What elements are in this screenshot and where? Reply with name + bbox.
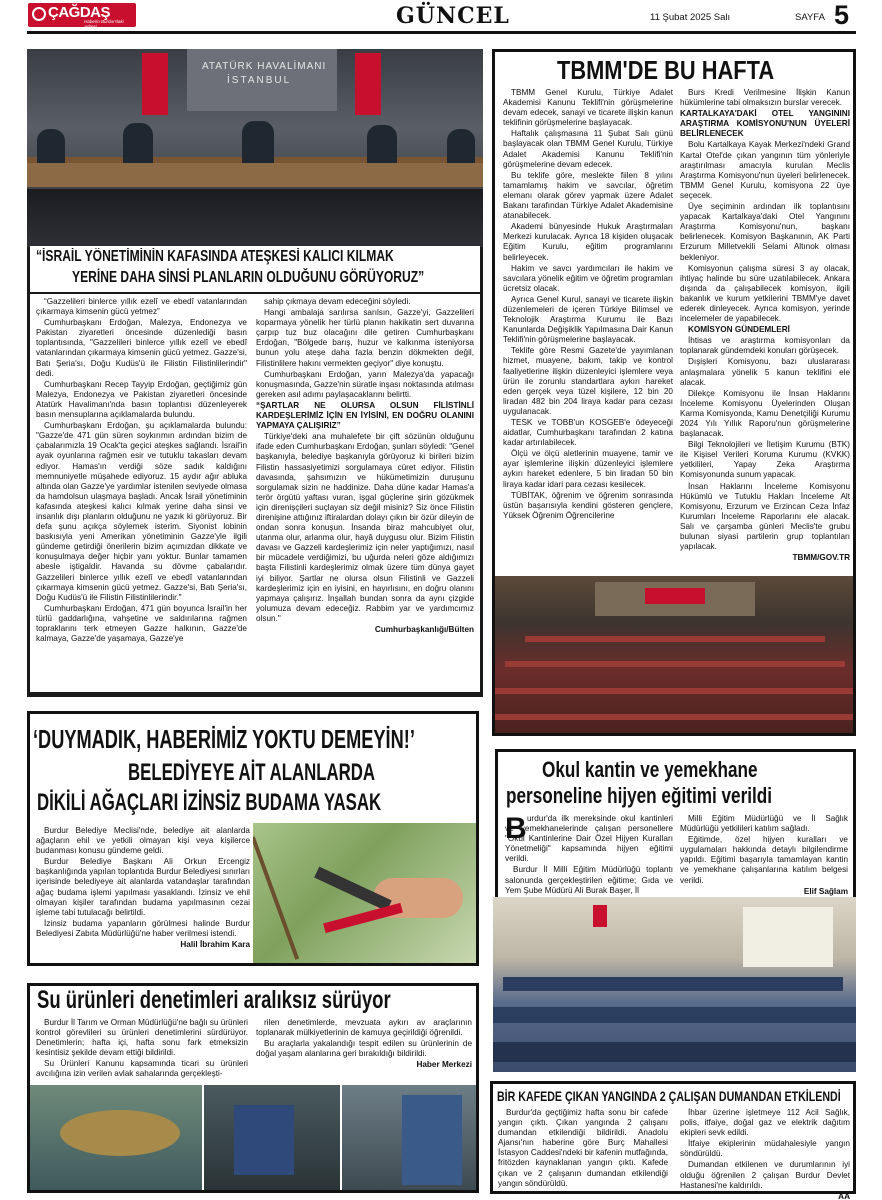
su-credit: Haber Merkezi (416, 1060, 472, 1070)
paragraph: Cumhurbaşkanı Erdoğan, şu açıklamalarda bulundu: "Gazze'de 471 gün süren soykırımın ardından bizim de çabalarımızla 19 Ocak'ta geçici ateşkes sağlandı. İsrail'in ayak oyunlarına rağmen esir ve tutuklu takasları devam ediyor. Hamas'ın verdiği söze sadık kaldığını memnuniyetle müşahede ediyoruz. 15 aydır ağır abluka altında olan Gazze'ye yardımlar istenilen seviyede olmasa da hamdolsun ulaşmaya başladı. Ancak İsrail yönetiminin kafasında ateşkesi kalıcı kılmak yerine daha sinsi ve insanlık dışı planların olduğunu ne yazık ki görüyoruz. Bir defa şunu açıkça söylemek isterim. Siyonist lobinin baskısıyla yeni Amerikan yönetiminin Gazze'yle ilgili gündeme getirdiği önerilerin bizim açımızdan dikkate ve konuşulmaya değer hiçbir yanı yoktur. Bunlar tamamen abesle iştigaldir. Havanda su dövme çabalarıdır. Gazzelileri binlerce yıllık ezelî ve ebedî vatanlarından çıkarmaya kimsenin gücü yetmez. Gazze'si, Batı Şeria'sı, Doğu Kudüs'ü ile Filistin Filistinlilerindir." (36, 421, 247, 602)
paragraph: Bilgi Teknolojileri ve İletişim Kurumu (BTK) ile Kişisel Verileri Koruma Kurumu (KVKK) yetkilileri, Yapay Zeka Araştırma Komisyonunda sunum yapacak. (680, 440, 850, 480)
paragraph: Türkiye'deki ana muhalefete bir çift sözünün olduğunu ifade eden Cumhurbaşkanı Erdoğan, şunları söyledi: "Genel başkanıyla, belediye başkanıyla görüyoruz ki birileri bizim Filistin hassasiyetimizi sorgulamaya cüret ediyor. Filistin davasında, şahsımızın ve hükümetimizin duruşunu sorgulamak sizin ne haddinize. Daha düne kadar Hamas'a terör örgütü yaftası vuran, işgal güçlerine şirin gözükmek için direnişçileri suçlayan siz değil misiniz? Siz önce Filistin direnişine attığınız iftiralardan dolayı çıkın bir özür dileyin de ondan sonra konuşun. İnsanda biraz mahcubiyet olur, utanma olur, arlanma olur, hayâ duygusu olur. Bizim Filistin davası ve Gazzeli kardeşlerimiz için neler yaptığımızı, nasıl bir mücadele verdiğimizi, bu uğurda neleri göze aldığımızı başta Filistinli kardeşlerimiz olmak üzere tüm dünya gayet iyi biliyor. Şartlar ne olursa olsun Filistinli ve Gazzeli kardeşlerimiz için en iyisini, en hayırlısını, en doğru olanını yapmaya çalışırız. İnşallah bundan sonra da aynı çizgide yolumuza devam edeceğiz. Rabbim yar ve yardımcımız olsun." (256, 432, 474, 623)
page-number: 5 (834, 0, 850, 30)
kantin-dropcap: B (505, 812, 527, 845)
tbmm-subhead-1: KARTALKAYA'DAKİ OTEL YANGININI ARAŞTIRMA KOMİSYONU'NUN ÜYELERİ BELİRLENECEK (680, 109, 850, 139)
su-headline: Su ürünleri denetimleri aralıksız sürüyor (37, 986, 391, 1014)
paragraph: İnsan Haklarını İnceleme Komisyonu Hükümlü ve Tutuklu Hakları İnceleme Alt Komisyonu, Erzurum ve Erzincan Ceza İnfaz Kurumları İnceleme Raporlarını ele alacak. Salı ve çarşamba günleri Meclis'te grubu bulunan siyasi partilerin grup toplantıları yapılacak. (680, 481, 850, 552)
paragraph: TÜBİTAK, öğrenim ve öğrenim sonrasında üstün başarısıyla kendini gösteren gençlere, Yüksek Öğrenim Öğrencilerine (503, 490, 673, 520)
inspection-photo-1 (204, 1085, 340, 1190)
paragraph: Burdur İl Tarım ve Orman Müdürlüğü'ne bağlı su ürünleri kontrol görevlileri su ürünleri denetimlerini sürdürüyor. Denetimlerin; hafta içi, hafta sonu fark etmeksizin kesintisiz şekilde devam ettiği bildirildi. (36, 1018, 248, 1058)
paragraph: Hakim ve savcı yardımcıları ile hakim ve savcılara yönelik eğitim ve öğretim programları ücretsiz olacak. (503, 263, 673, 293)
fish-photo (30, 1085, 202, 1190)
paragraph: Burdur Belediye Meclisi'nde, belediye ait alanlarda ağaçların ehil ve yetkili olmayan kişi veya kişilerce budanması konusu gündeme geldi. (36, 826, 250, 856)
paragraph: urdur'da ilk mereksinde okul kantinleri ve yemekhanelerinde çalışan personellere "Okul Kantinlerine Dair Özel Hijyen Kuralları Yönetmeliği" kapsamında hijyen eğitimi verildi. (505, 814, 673, 864)
kantin-headline-line-2: personeline hijyen eğitimi verildi (506, 783, 773, 808)
paragraph: Hangi ambalaja sarılırsa sarılsın, Gazze'yi, Gazzelileri koparmaya yönelik her türlü planın hakikatin sert duvarına çarpıp tuz buz olacağını dile getiren Cumhurbaşkanı Erdoğan, "Bölgede barış, huzur ve kalkınma isteniyorsa bunun yolu ateşe daha fazla benzin dökmekten değil, Filistinlilere hakını vermekten geçiyor" diye konuştu. (256, 308, 474, 368)
header-rule (27, 31, 856, 34)
paragraph: Akademi bünyesinde Hukuk Araştırmaları Merkezi kurulacak. Ayrıca 18 kişiden oluşacak Eğitim Kurulu, eğitim programlarını belirleyecek. (503, 222, 673, 262)
paragraph: “Gazzelileri binlerce yıllık ezelî ve ebedî vatanlarından çıkarmaya kimsenin gücü yetmez” (36, 297, 247, 317)
erdogan-column-1 (36, 297, 247, 645)
paragraph: Üye seçiminin ardından ilk toplantısını yapacak Kartalkaya'daki Otel Yangınını Araştırma Komisyonu'nun, başkanı belirlenecek. Komisyon Başkanının, AK Parti Erzurum Milletvekili Selami Altınok olması bekleniyor. (680, 202, 850, 262)
budama-credit: Halil İbrahim Kara (180, 940, 250, 950)
photo-sign-line-1: ATATÜRK HAVALİMANI (202, 61, 327, 72)
section-title: GÜNCEL (396, 3, 510, 29)
paragraph: Cumhurbaşkanı Erdoğan, 471 gün boyunca İsrail'in her türlü gaddarlığına, vahşetine ve saldırılarına rağmen topraklarını terk etmeyen Gazze halkının, Gazze'de kalmaya, Gazze'de yaşamaya, Gazze'ye (36, 603, 247, 644)
kantin-credit: Elif Sağlam (803, 886, 848, 896)
tbmm-subhead-2: KOMİSYON GÜNDEMLERİ (688, 325, 790, 335)
kafe-column-2 (680, 1108, 850, 1200)
paragraph: İhtisas ve araştırma komisyonları da toplanarak gündemdeki konuları görüşecek. (680, 336, 850, 356)
paragraph: Burdur'da geçtiğimiz hafta sonu bir cafede yangın çıktı. Çıkan yangında 2 çalışanı dumandan etkilendiği bildirildi. Anadolu Ajansı'nın haberine göre Burç Mahallesi İstasyon Caddesi'ndeki bir kafenin mutfağında, fritözden kaynaklanan yangın çıktı. Kafede çıkan ve 2 çalışanın dumandan etkilendiği yangın söndürüldü. (498, 1108, 668, 1188)
erdogan-column-2 (256, 297, 474, 636)
paragraph: Cumhurbaşkanı Erdoğan, Malezya, Endonezya ve Pakistan ziyaretleri öncesinde düzenlediği basın toplantısında, "Gazzelileri binlerce yıllık ezelî ve ebedî vatanlarından çıkarmaya kimsenin gücü yetmez. Gazze'si, Batı Şeria'sı, Doğu Kudüs'ü ile Filistin Filistinlilerindir" dedi. (36, 318, 247, 378)
budama-headline-line-3: DİKİLİ AĞAÇLARI İZİNSİZ BUDAMA YASAK (37, 789, 382, 816)
kafe-column-1 (498, 1108, 668, 1190)
paragraph: Cumhurbaşkanı Erdoğan, yarın Malezya'da yapacağı konuşmasında, Gazze'nin süratle inşası noktasında atılması gereken asıl adımı paylaşacaklarını belirtti. (256, 369, 474, 399)
budama-headline-line-2: BELEDİYEYE AİT ALANLARDA (128, 759, 376, 786)
page-label: SAYFA (795, 12, 825, 23)
issue-date: 11 Şubat 2025 Salı (650, 12, 731, 23)
turkish-flag-right (355, 53, 381, 115)
kantin-column-2 (680, 814, 848, 898)
masthead-logo (28, 3, 136, 27)
paragraph: sahip çıkmaya devam edeceğini söyledi. (264, 297, 411, 306)
paragraph: Dilekçe Komisyonu ile İnsan Haklarını İnceleme Komisyonu Üyelerinden Oluşan Karma Komisyonda, Kamu Denetçiliği Kurumu 2024 Yılı Yıllık Raporu'nun görüşmelerine başlanacak. (680, 388, 850, 439)
paragraph: Su Ürünleri Kanunu kapsamında ticari su ürünleri avcılığına izin verilen avlak sahalarında gerçekleşti- (36, 1059, 248, 1079)
kafe-credit: AA (838, 1191, 850, 1200)
hygiene-training-photo (493, 897, 856, 1072)
tbmm-title: TBMM'DE BU HAFTA (557, 55, 775, 85)
turkish-flag-left (142, 53, 168, 115)
logo-tagline: Haberin Burdur'daki Adresi (84, 19, 124, 29)
tbmm-column-2 (680, 88, 850, 564)
paragraph: Cumhurbaşkanı Recep Tayyip Erdoğan, geçtiğimiz gün Malezya, Endonezya ve Pakistan ziyaretleri öncesinde Atatürk Havalimanı'nda basın toplantısı düzenleyerek basın mensuplarına açıklamalarda bulundu. (36, 379, 247, 420)
photo-sign-line-2: İSTANBUL (227, 75, 292, 86)
kafe-headline: BİR KAFEDE ÇIKAN YANGINDA 2 ÇALIŞAN DUMANDAN ETKİLENDİ (497, 1088, 841, 1104)
paragraph: Burdur İl Milli Eğitim Müdürlüğü toplantı salonunda gerçekleştirilen eğitime; Gıda ve Yem Şube Müdürü Ali Burak Başer, İl (505, 865, 673, 895)
paragraph: Komisyonun çalışma süresi 3 ay olacak, ihtiyaç halinde bu süre uzatılabilecek. Ankara dışında da çalışabilecek komisyon, ilgili bakanlık ve kurum yetkilerini TBMM'ye davet ederek dinleyecek. Ayrıca komisyon, yerinde incelemeler de yapabilecek. (680, 263, 850, 324)
tbmm-credit: TBMM/GOV.TR (792, 553, 850, 563)
paragraph: Bolu Kartalkaya Kayak Merkezi'ndeki Grand Kartal Otel'de çıkan yangının tüm yönleriyle araştırılması amacıyla kurulan Meclis Araştırma Komisyonu'nun üyeleri belirlenecek. TBMM Genel Kurulu, komisyona 22 üye seçecek. (680, 140, 850, 200)
pruning-shears-photo (253, 823, 476, 963)
paragraph: İzinsiz budama yapanların görülmesi halinde Burdur Belediyesi Zabıta Müdürlüğü'ne haber verilmesi istendi. (36, 918, 250, 938)
paragraph: Ölçü ve ölçü aletlerinin muayene, tamir ve ayar işlemlerine ilişkin düzenleyici işlemlere aykırı hareket edenlere, 5 bin liradan 50 bin liraya kadar idari para cezası kesilecek. (503, 449, 673, 489)
tbmm-column-1 (503, 88, 673, 522)
paragraph: rilen denetimlerde, mevzuata aykırı av araçlarının toplanarak mülkiyetlerinin de kamuya geçirildiği öğrenildi. (256, 1018, 472, 1038)
paragraph: TBMM Genel Kurulu, Türkiye Adalet Akademisi Kanunu Teklifi'nin görüşmelerine devam edecek, sanayi ve ticarete ilişkin kanun teklifinin görüşmelerine başlayacak. (503, 88, 673, 128)
paragraph: Dumandan etkilenen ve durumlarının iyi olduğu öğrenilen 2 çalışan Burdur Devlet Hastanesi'ne kaldırıldı. (680, 1160, 850, 1190)
paragraph: Burdur Belediye Başkanı Ali Orkun Ercengiz başkanlığında yapılan toplantıda Burdur Belediyesi sınırları içerisinde belediyeye ait alanlarda vatandaşlar tarafından ağaç budama işlemi yapılması yasaklandı. İzinsiz ve ehil olmayan kişiler tarafından budama yapılmasının cezai işleme tabi tutulacağı belirtildi. (36, 857, 250, 917)
paragraph: Bu araçlarla yakalandığı tespit edilen su ürünlerinin de doğal yaşam alanlarına geri bırakıldığı bildirildi. (256, 1039, 472, 1059)
budama-body (36, 826, 250, 951)
paragraph: Ayrıca Genel Kurul, sanayi ve ticarete ilişkin düzenlemeleri de içeren Türkiye Bilimsel ve Teknolojik Araştırma Kurumu ile Bazı Kanunlarda Değişiklik Yapılmasına Dair Kanun Teklifi'nin görüşmelerine başlayacak. (503, 294, 673, 345)
budama-headline-line-1: ‘DUYMADIK, HABERİMİZ YOKTU DEMEYİN!’ (33, 724, 415, 754)
su-column-2 (256, 1018, 472, 1071)
inspection-photo-2 (342, 1085, 476, 1190)
paragraph: Dışişleri Komisyonu, bazı uluslararası anlaşmalara yönelik 5 kanun teklifini ele alacak. (680, 357, 850, 387)
paragraph: Teklife göre Resmi Gazete'de yayımlanan hizmet, muayene, bakım, takip ve kontrol faaliyetlerine ilişkin düzenleyici işlemlere veya ürün ile zorunlu standartlara aykırı hareket eden gerçek veya tüzel kişilere, 12 bin 20 liradan 482 bin 204 liraya kadar para cezası uygulanacak. (503, 346, 673, 416)
erdogan-subhead: “ŞARTLAR NE OLURSA OLSUN FİLİSTİNLİ KARDEŞLERİMİZ İÇİN EN İYİSİNİ, EN DOĞRU OLANINI YAPMAYA ÇALIŞIRIZ” (256, 400, 474, 431)
erdogan-headline-band (30, 246, 480, 292)
erdogan-press-photo (27, 49, 483, 247)
erdogan-headline-line-1: “İSRAİL YÖNETİMİNİN KAFASINDA ATEŞKESİ KALICI KILMAK (36, 248, 394, 265)
paragraph: İhbar üzerine işletmeye 112 Acil Sağlık, polis, itfaiye, doğal gaz ve elektrik dağıtım ekipleri sevk edildi. (680, 1108, 850, 1138)
tbmm-assembly-photo (495, 576, 853, 733)
logo-name: ÇAĞDAŞ (48, 4, 111, 21)
su-column-1 (36, 1018, 248, 1081)
erdogan-credit: Cumhurbaşkanlığı/Bülten (374, 625, 474, 634)
paragraph: Burs Kredi Verilmesine İlişkin Kanun hükümlerine tabi olmaksızın burslar verecek. (680, 88, 850, 108)
paragraph: Haftalık çalışmasına 11 Şubat Salı günü başlayacak olan TBMM Genel Kurulu, Türkiye Adalet Akademisi Kanunu Teklifi'nin görüşmelerine devam edecek. (503, 129, 673, 169)
paragraph: Milli Eğitim Müdürlüğü ve İl Sağlık Müdürlüğü yetkilileri katılım sağladı. (680, 814, 848, 834)
kantin-headline-line-1: Okul kantin ve yemekhane (542, 757, 758, 782)
erdogan-headline-line-2: YERİNE DAHA SİNSİ PLANLARIN OLDUĞUNU GÖRÜYORUZ” (72, 269, 425, 286)
logo-mark-icon (32, 7, 46, 21)
paragraph: İtfaiye ekiplerinin müdahalesiyle yangın söndürüldü. (680, 1139, 850, 1159)
paragraph: Eğitimde, özel hijyen kuralları ve uygulamaları hakkında detaylı bilgilendirme yapıldı. Eğitimi başarıyla tamamlayan kantin ve yemekhane çalışanlarına katılım belgesi verildi. (680, 835, 848, 885)
kantin-column-1 (505, 814, 673, 897)
paragraph: TESK ve TOBB'un KOSGEB'e ödeyeceği aidatlar, Cumhurbaşkanı tarafından 2 katına kadar artırılabilecek. (503, 418, 673, 448)
paragraph: Bu teklife göre, meslekte fiilen 8 yılını tamamlamış hakim ve savcılar, öğretim elemanı olarak görev yapmak üzere Adalet Bakanı tarafından Türkiye Adalet Akademisine atanabilecek. (503, 170, 673, 221)
